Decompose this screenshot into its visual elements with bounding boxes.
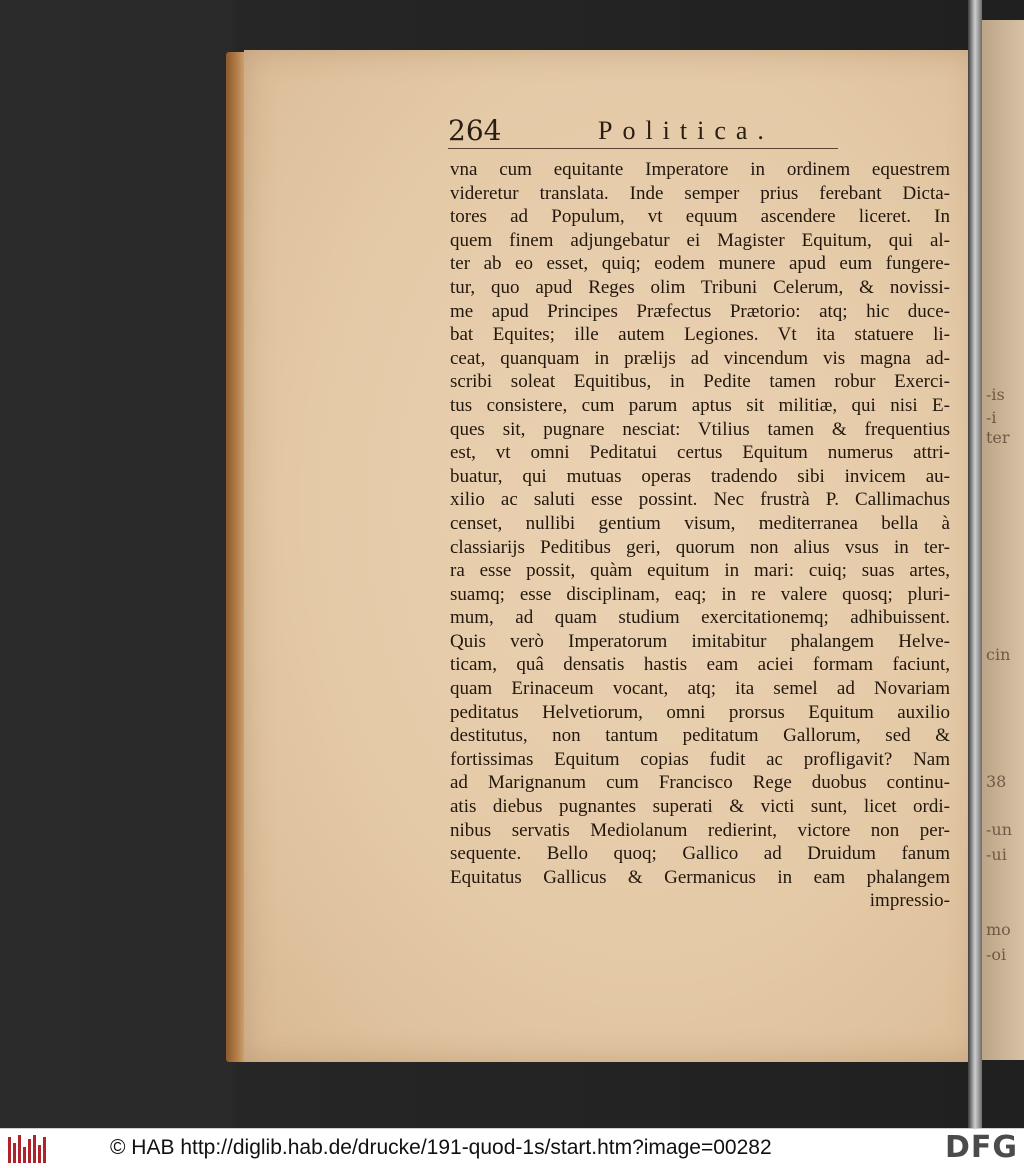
dfg-logo: DFG [944, 1130, 1018, 1165]
text-line: tus consistere, cum parum aptus sit militiæ, qui nisi E- [450, 394, 950, 416]
text-line: tores ad Populum, vt equum ascendere liceret. In [450, 206, 950, 228]
copyright-link[interactable]: © HAB http://diglib.hab.de/drucke/191-quod-1s/start.htm?image=00282 [110, 1136, 772, 1159]
text-line: nibus servatis Mediolanum redierint, victore non per- [450, 819, 950, 841]
text-line: scribi soleat Equitibus, in Pedite tamen robur Exerci- [450, 371, 950, 393]
text-line: classiarijs Peditibus geri, quorum non alius vsus in ter- [450, 536, 950, 558]
facing-page-fragment: -ui [986, 845, 1007, 864]
running-head [448, 114, 838, 149]
facing-page-fragment: -un [986, 820, 1013, 839]
text-line: me apud Principes Præfectus Prætorio: atq; hic duce- [450, 300, 950, 322]
facing-page-fragment: mo [986, 920, 1011, 939]
text-line: atis diebus pugnantes superati & victi sunt, licet ordi- [450, 796, 950, 818]
text-line: ceat, quanquam in prælijs ad vincendum vis magna ad- [450, 347, 950, 369]
facing-page-fragment: -is [986, 385, 1005, 404]
text-line: sequente. Bello quoq; Gallico ad Druidum fanum [450, 843, 950, 865]
text-line: ra esse possit, quàm equitum in mari: cuiq; suas artes, [450, 560, 950, 582]
text-line: mum, ad quam studium exercitationemq; adhibuissent. [450, 607, 950, 629]
facing-page-fragment: -i [986, 408, 997, 427]
catchword: impressio- [869, 890, 950, 912]
text-line: Quis verò Imperatorum imitabitur phalangem Helve- [450, 630, 950, 652]
facing-page-fragment: 38 [986, 772, 1007, 791]
text-line: quem finem adjungebatur ei Magister Equitum, qui al- [450, 229, 950, 251]
text-line: censet, nullibi gentium visum, mediterranea bella à [450, 512, 950, 534]
facing-page-fragment: ter [986, 428, 1010, 447]
text-line: Equitatus Gallicus & Germanicus in eam phalangem [450, 866, 950, 888]
text-line: ad Marignanum cum Francisco Rege duobus continu- [450, 772, 950, 794]
text-line: quam Erinaceum vocant, atq; ita semel ad Novariam [450, 678, 950, 700]
text-line: ter ab eo esset, quiq; eodem munere apud eum fungere- [450, 253, 950, 275]
text-line: videretur translata. Inde semper prius ferebant Dicta- [450, 182, 950, 204]
text-line: fortissimas Equitum copias fudit ac profligavit? Nam [450, 748, 950, 770]
page-number: 264 [448, 114, 502, 147]
facing-page-fragment: -oi [986, 945, 1007, 964]
text-line: destitutus, non tantum peditatum Gallorum, sed & [450, 725, 950, 747]
footer-bar [0, 1128, 1024, 1168]
text-line: tur, quo apud Reges olim Tribuni Celerum, & novissi- [450, 276, 950, 298]
facing-page-edge [982, 20, 1024, 1060]
page-gutter [968, 0, 982, 1128]
text-line: xilio ac saluti esse possint. Nec frustrà P. Callimachus [450, 489, 950, 511]
text-line: est, vt omni Peditatui certus Equitum numerus attri- [450, 442, 950, 464]
page-body-text [450, 158, 950, 913]
text-line: buatur, qui mutuas operas tradendo sibi invicem au- [450, 465, 950, 487]
facing-page-fragment: cin [986, 645, 1011, 664]
text-line: suamq; esse disciplinam, eaq; in re valere quosq; pluri- [450, 583, 950, 605]
hab-logo-icon [8, 1133, 46, 1163]
text-line: ticam, quâ densatis hastis eam aciei formam faciunt, [450, 654, 950, 676]
text-line: vna cum equitante Imperatore in ordinem equestrem [450, 159, 950, 180]
text-line: peditatus Helvetiorum, omni prorsus Equitum auxilio [450, 701, 950, 723]
text-line: bat Equites; ille autem Legiones. Vt ita statuere li- [450, 324, 950, 346]
text-line: ques sit, pugnare nesciat: Vtilius tamen & frequentius [450, 418, 950, 440]
running-title: Politica. [598, 116, 774, 145]
